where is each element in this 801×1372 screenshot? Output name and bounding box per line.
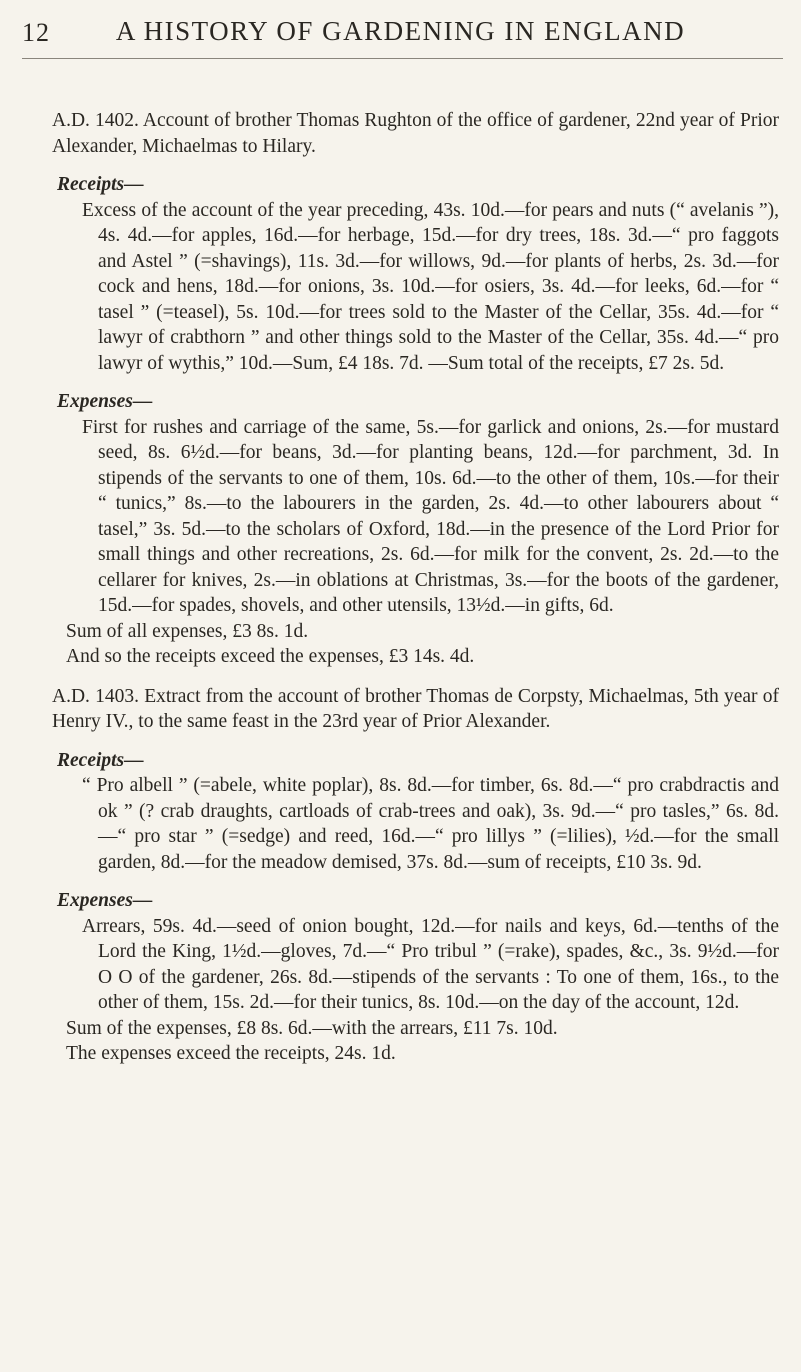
entry-1402-receipts: Excess of the account of the year preceding, 43s. 10d.—for pears and nuts (“ avelanis ”), 4s. 4d.—for apples, 16d.—for herbage, 15d.—for dry trees, 18s. 3d.—“ pro faggots and Astel ” (=shavings), 11s. 3d.—for willows, 9d.—for plants of herbs, 2s. 3d.—for cock and hens, 18d.—for onions, 3s. 10d.—for osiers, 3s. 4d.—for leeks, 6d.—for “ tasel ” (=teasel), 5s. 10d.—for trees sold to the Master of the Cellar, 35s. 4d.—for “ lawyr of crabthorn ” and other things sold to the Master of the Cellar, 35s. 4d.—“ pro lawyr of wythis,” 10d.—Sum, £4 18s. 7d. —Sum total of the receipts, £7 2s. 5d. <box>82 199 779 374</box>
page-body <box>52 108 779 1067</box>
entry-1403-expenses: Arrears, 59s. 4d.—seed of onion bought, 12d.—for nails and keys, 6d.—tenths of the Lord the King, 1½d.—gloves, 7d.—“ Pro tribul ” (=rake), spades, &c., 3s. 9½d.—for O O of the gardener, 26s. 8d.—stipends of the servants : To one of them, 16s., to the other of them, 15s. 2d.—for their tunics, 8s. 10d.—on the day of the account, 12d. <box>82 915 779 1013</box>
entry-1403-receipts-heading: Receipts— <box>57 749 144 771</box>
entry-1403-intro: A.D. 1403. Extract from the account of brother Thomas de Corpsty, Michaelmas, 5th year of Henry IV., to the same feast in the 23rd year of Prior Alexander. <box>52 685 779 732</box>
entry-1402-receipts-heading: Receipts— <box>57 174 144 195</box>
page-number: 12 <box>22 18 50 47</box>
entry-1403-sum-expenses: Sum of the expenses, £8 8s. 6d.—with the arrears, £11 7s. 10d. <box>66 1017 558 1039</box>
entry-1403-receipts: “ Pro albell ” (=abele, white poplar), 8s. 8d.—for timber, 6s. 8d.—“ pro crabdractis and ok ” (? crab draughts, cartloads of crab-trees and oak), 3s. 9d.—“ pro tasles,” 6s. 8d.—“ pro star ” (=sedge) and reed, 16d.—“ pro lillys ” (=lilies), ½d.—for the small garden, 8d.—for the meadow demised, 37s. 8d.—sum of receipts, £10 3s. 9d. <box>82 775 779 873</box>
entry-1402-sum-expenses: Sum of all expenses, £3 8s. 1d. <box>66 620 309 642</box>
running-title: A HISTORY OF GARDENING IN ENGLAND <box>115 16 686 46</box>
entry-1403-expenses-heading: Expenses— <box>57 890 153 911</box>
entry-1402-expenses: First for rushes and carriage of the same, 5s.—for garlick and onions, 2s.—for mustard seed, 8s. 6½d.—for beans, 3d.—for planting beans, 12d.—for parchment, 3d. In stipends of the servants to one of them, 10s. 6d.—to the other of them, 10s.—for their “ tunics,” 8s.—to the labourers in the garden, 2s. 4d.—to other labourers about “ tasel,” 3s. 5d.—to the scholars of Oxford, 18d.—in the presence of the Lord Prior for small things and other recreations, 2s. 6d.—for milk for the convent, 2s. 2d.—to the cellarer for knives, 2s.—in oblations at Christmas, 3s.—for the boots of the gardener, 15d.—for spades, shovels, and other utensils, 13½d.—in gifts, 6d. <box>82 416 779 616</box>
entry-1402-intro: A.D. 1402. Account of brother Thomas Rughton of the office of gardener, 22nd year of Prior Alexander, Michaelmas to Hilary. <box>52 110 779 157</box>
entry-1402-balance: And so the receipts exceed the expenses, £3 14s. 4d. <box>66 646 475 667</box>
entry-1402-expenses-heading: Expenses— <box>57 391 153 412</box>
entry-1403-balance: The expenses exceed the receipts, 24s. 1d. <box>66 1043 396 1064</box>
header-rule <box>22 58 783 59</box>
